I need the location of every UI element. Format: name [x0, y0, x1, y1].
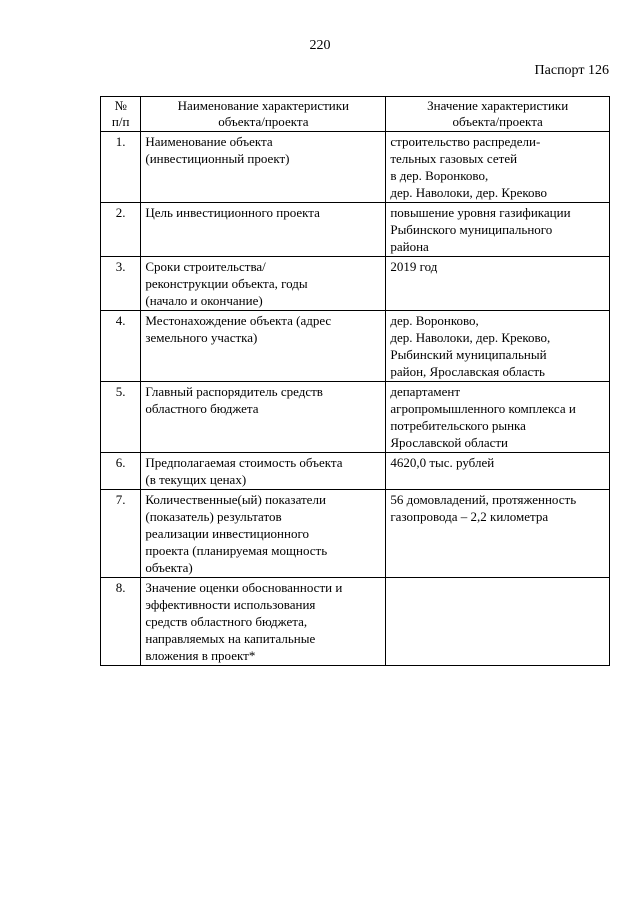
row-name: Местонахождение объекта (адрес земельного участка) [141, 311, 386, 382]
row-num: 6. [101, 453, 141, 490]
row-num: 1. [101, 132, 141, 203]
table-row [101, 311, 610, 382]
row-num: 8. [101, 578, 141, 666]
header-name: Наименование характеристики объекта/проекта [141, 97, 386, 132]
passport-table [100, 96, 610, 666]
row-name: Главный распорядитель средств областного бюджета [141, 382, 386, 453]
row-name: Сроки строительства/ реконструкции объекта, годы (начало и окончание) [141, 257, 386, 311]
row-value: 2019 год [386, 257, 610, 311]
row-num: 2. [101, 203, 141, 257]
row-value: повышение уровня газификации Рыбинского муниципального района [386, 203, 610, 257]
row-value: строительство распредели- тельных газовых сетей в дер. Воронково, дер. Наволоки, дер. Креково [386, 132, 610, 203]
row-name: Предполагаемая стоимость объекта (в текущих ценах) [141, 453, 386, 490]
table-row [101, 578, 610, 666]
row-name: Значение оценки обоснованности и эффективности использования средств областного бюджета, направляемых на капитальные вложения в проект* [141, 578, 386, 666]
table-row [101, 453, 610, 490]
row-value: 56 домовладений, протяженность газопровода – 2,2 километра [386, 490, 610, 578]
row-num: 4. [101, 311, 141, 382]
row-value: департамент агропромышленного комплекса и потребительского рынка Ярославской области [386, 382, 610, 453]
table-row [101, 132, 610, 203]
page-number: 220 [309, 38, 331, 53]
header-num: № п/п [101, 97, 141, 132]
row-num: 5. [101, 382, 141, 453]
row-name: Цель инвестиционного проекта [141, 203, 386, 257]
row-value: дер. Воронково, дер. Наволоки, дер. Креково, Рыбинский муниципальный район, Ярославская область [386, 311, 610, 382]
table-row [101, 257, 610, 311]
row-name: Наименование объекта (инвестиционный проект) [141, 132, 386, 203]
row-value [386, 578, 610, 666]
row-value: 4620,0 тыс. рублей [386, 453, 610, 490]
row-num: 3. [101, 257, 141, 311]
header-value: Значение характеристики объекта/проекта [386, 97, 610, 132]
passport-label: Паспорт 126 [534, 63, 609, 78]
table-row [101, 490, 610, 578]
row-name: Количественные(ый) показатели (показатель) результатов реализации инвестиционного проекта (планируемая мощность объекта) [141, 490, 386, 578]
table-row [101, 203, 610, 257]
table-row [101, 382, 610, 453]
row-num: 7. [101, 490, 141, 578]
table-header-row [101, 97, 610, 132]
